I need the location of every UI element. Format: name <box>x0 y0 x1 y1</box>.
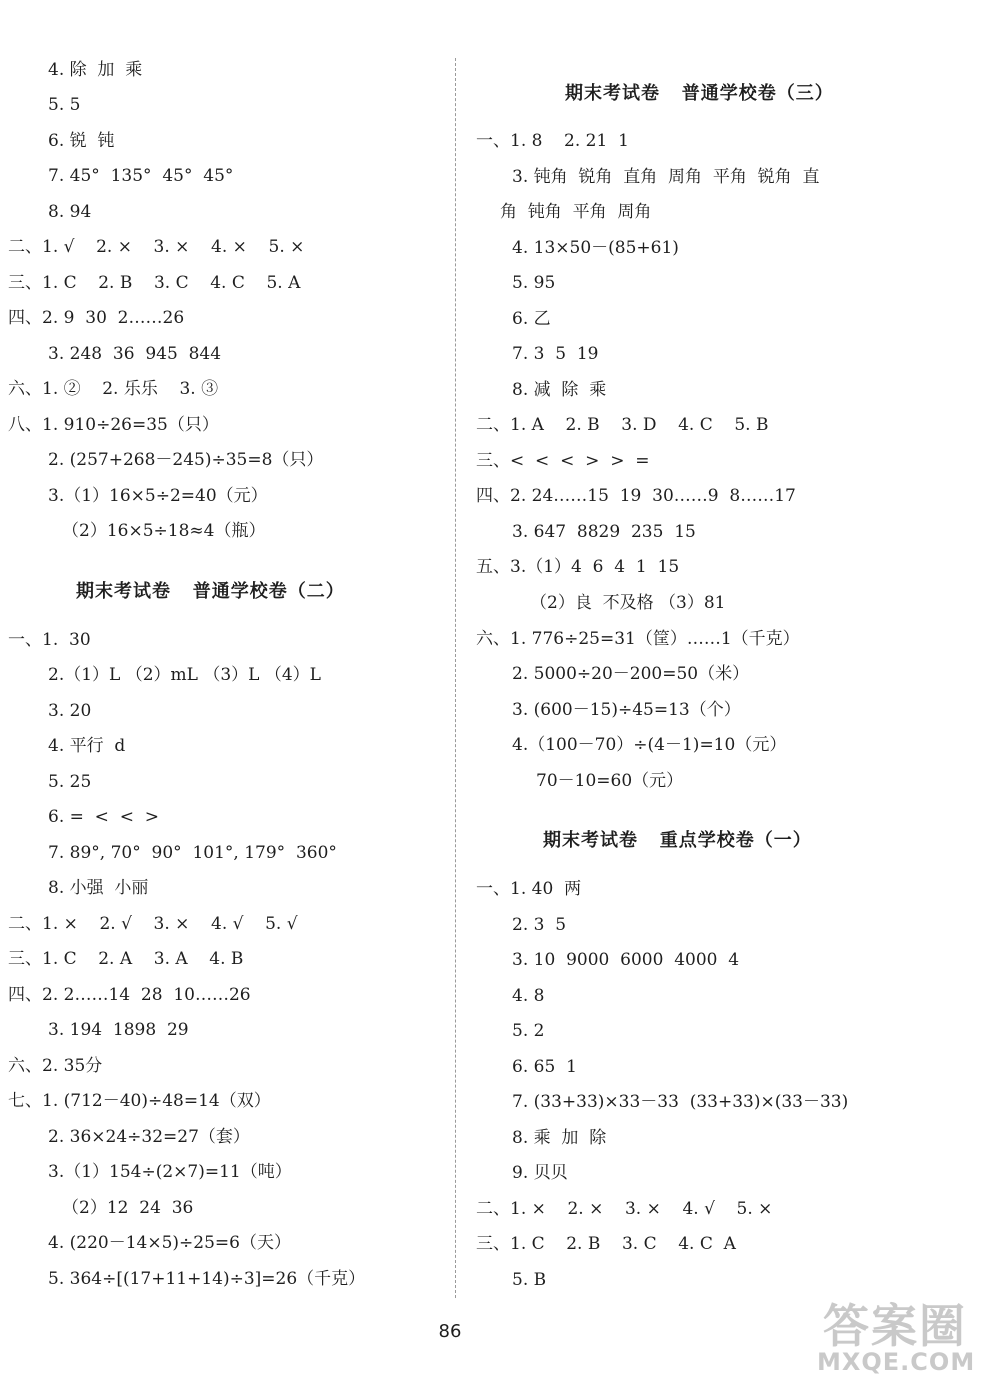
answer-line: 四、2. 2……14 28 10……26 <box>8 985 251 1005</box>
answer-line: 四、2. 9 30 2……26 <box>8 308 185 328</box>
answer-line: 6. 65 1 <box>512 1057 577 1077</box>
answer-line: 七、1. (712－40)÷48=14（双） <box>8 1091 271 1111</box>
answer-line: 9. 贝贝 <box>512 1163 568 1183</box>
answer-line: 一、1. 8 2. 21 1 <box>476 131 629 151</box>
watermark-text: 答案圈 <box>823 1299 967 1353</box>
section-title: 期末考试卷 普通学校卷（三） <box>565 83 834 104</box>
answer-line: 5. 364÷[(17+11+14)÷3]=26（千克） <box>48 1269 366 1289</box>
answer-line: 8. 小强 小丽 <box>48 878 149 898</box>
answer-line: 六、1. 776÷25=31（筐）……1（千克） <box>476 629 800 649</box>
answer-line: 3. 钝角 锐角 直角 周角 平角 锐角 直 <box>512 167 820 187</box>
answer-line: 一、1. 40 两 <box>476 879 582 899</box>
answer-line: 3. 194 1898 29 <box>48 1020 189 1040</box>
section-title: 期末考试卷 重点学校卷（一） <box>543 830 812 851</box>
answer-line: 7. (33+33)×33－33 (33+33)×(33－33) <box>512 1092 849 1112</box>
answer-line: 3. 20 <box>48 701 92 721</box>
watermark-url: MXQE.COM <box>817 1348 976 1376</box>
answer-line: 6. 乙 <box>512 309 551 329</box>
answer-line: 3.（1）154÷(2×7)=11（吨） <box>48 1162 292 1182</box>
answer-line: 7. 45° 135° 45° 45° <box>48 166 234 186</box>
answer-line: 二、1. × 2. × 3. × 4. √ 5. × <box>476 1199 773 1219</box>
answer-line: 四、2. 24……15 19 30……9 8……17 <box>476 486 796 506</box>
answer-line: 4. 平行 d <box>48 736 126 756</box>
answer-line: 4.（100－70）÷(4－1)=10（元） <box>512 735 787 755</box>
answer-line: 三、1. C 2. B 3. C 4. C A <box>476 1234 736 1254</box>
answer-line: 8. 减 除 乘 <box>512 380 607 400</box>
answer-line: 5. 25 <box>48 772 92 792</box>
answer-line: （2）良 不及格 （3）81 <box>530 593 726 613</box>
answer-line: 六、2. 35分 <box>8 1056 103 1076</box>
answer-line: 8. 94 <box>48 202 92 222</box>
answer-line: 3. (600－15)÷45=13（个） <box>512 700 741 720</box>
answer-line: 5. 5 <box>48 95 81 115</box>
answer-line: 三、1. C 2. B 3. C 4. C 5. A <box>8 273 301 293</box>
answer-line: 6. = < < > <box>48 807 160 827</box>
answer-line: 3. 10 9000 6000 4000 4 <box>512 950 740 970</box>
answer-line: 二、1. × 2. √ 3. × 4. √ 5. √ <box>8 914 298 934</box>
answer-line: 三、1. C 2. A 3. A 4. B <box>8 949 244 969</box>
answer-line: 2. 36×24÷32=27（套） <box>48 1127 250 1147</box>
answer-line: 8. 乘 加 除 <box>512 1128 607 1148</box>
answer-line: 4. 13×50－(85+61) <box>512 238 679 258</box>
answer-line: 6. 锐 钝 <box>48 131 115 151</box>
answer-line: 六、1. ② 2. 乐乐 3. ③ <box>8 379 219 399</box>
answer-line: 3. 248 36 945 844 <box>48 344 222 364</box>
answer-line: （2）12 24 36 <box>62 1198 194 1218</box>
answer-line: 5. 95 <box>512 273 556 293</box>
answer-line: 二、1. √ 2. × 3. × 4. × 5. × <box>8 237 305 257</box>
answer-line: 5. B <box>512 1270 547 1290</box>
answer-line: 二、1. A 2. B 3. D 4. C 5. B <box>476 415 769 435</box>
answer-line: 5. 2 <box>512 1021 545 1041</box>
column-divider <box>455 58 456 1298</box>
answer-line: 70－10=60（元） <box>536 771 684 791</box>
section-title: 期末考试卷 普通学校卷（二） <box>76 581 345 602</box>
answer-line: 2. (257+268－245)÷35=8（只） <box>48 450 324 470</box>
answer-line: 八、1. 910÷26=35（只） <box>8 415 219 435</box>
answer-line: 4. 除 加 乘 <box>48 60 143 80</box>
answer-line: 五、3.（1）4 6 4 1 15 <box>476 557 680 577</box>
page-number: 86 <box>438 1321 462 1342</box>
answer-line: 三、< < < > > = <box>476 451 650 471</box>
answer-line: 3. 647 8829 235 15 <box>512 522 696 542</box>
answer-line: 2. 3 5 <box>512 915 567 935</box>
answer-line: 2.（1）L （2）mL （3）L （4）L <box>48 665 321 685</box>
answer-line: 4. (220－14×5)÷25=6（天） <box>48 1233 291 1253</box>
watermark-logo <box>815 1290 995 1382</box>
answer-line: 7. 3 5 19 <box>512 344 599 364</box>
answer-line: 2. 5000÷20－200=50（米） <box>512 664 750 684</box>
answer-line: （2）16×5÷18≈4（瓶） <box>62 521 266 541</box>
answer-line: 3.（1）16×5÷2=40（元） <box>48 486 268 506</box>
answer-line: 7. 89°, 70° 90° 101°, 179° 360° <box>48 843 337 863</box>
answer-line: 4. 8 <box>512 986 545 1006</box>
answer-line: 角 钝角 平角 周角 <box>500 202 652 222</box>
answer-line: 一、1. 30 <box>8 630 91 650</box>
